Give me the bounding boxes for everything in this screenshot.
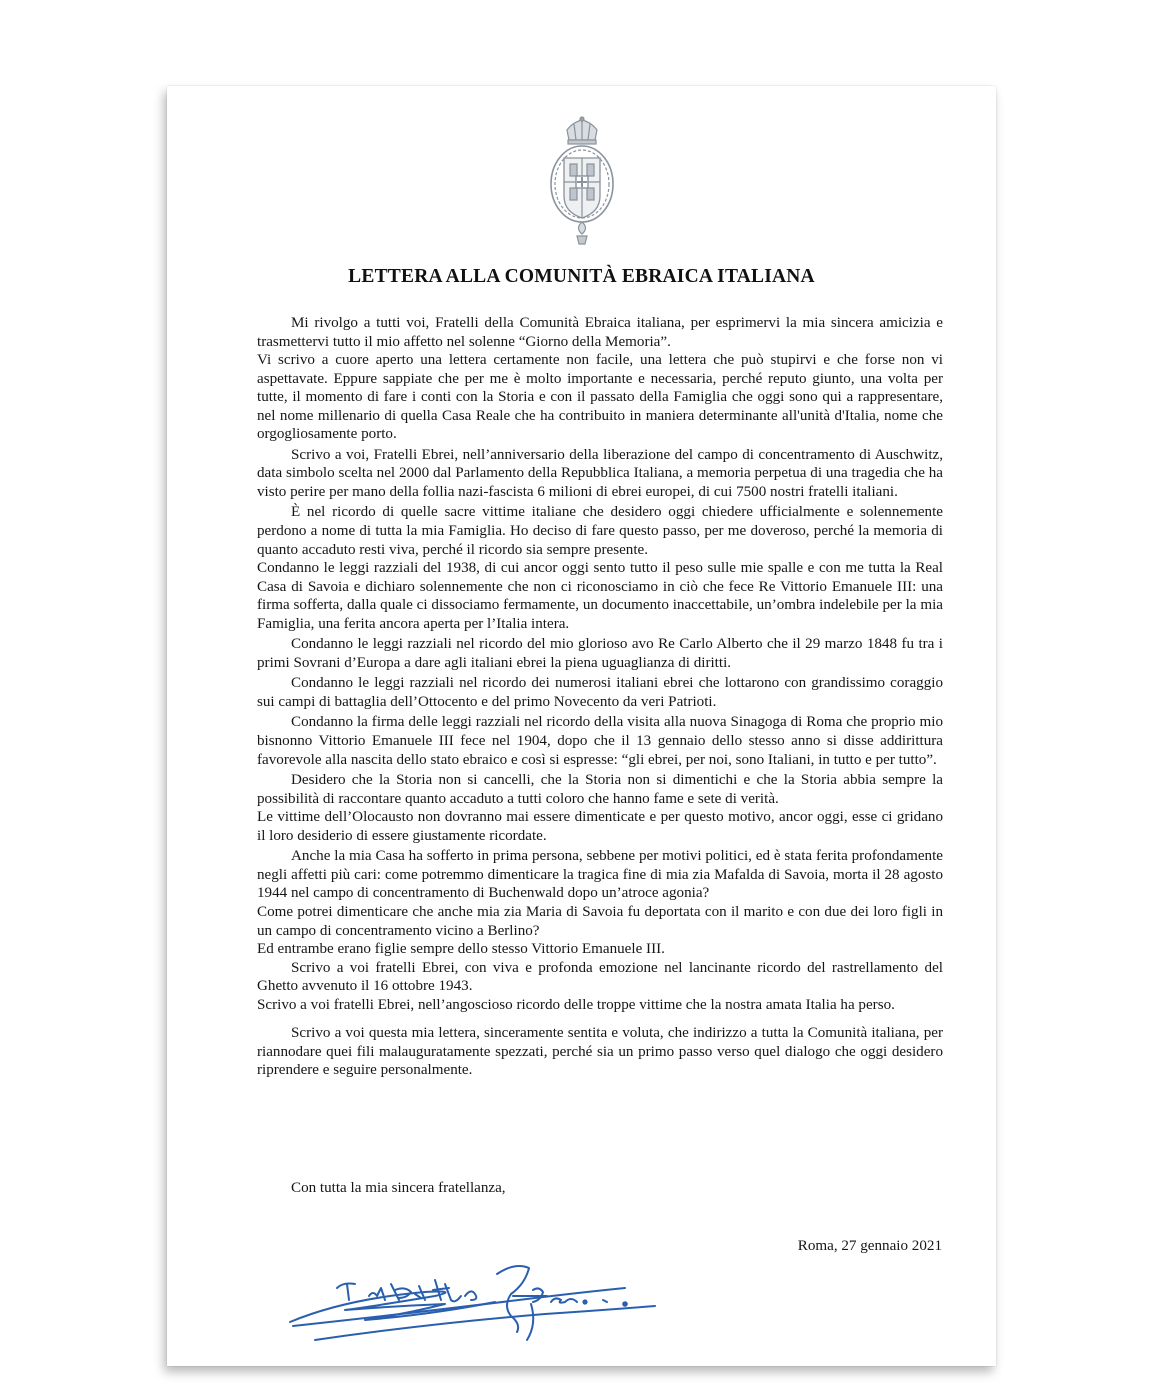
- paragraph: Condanno le leggi razziali del 1938, di cui ancor oggi sento tutto il peso sulle mie spalle e con me tutta la Real Casa di Savoia e dichiaro solennemente che non ci riconosciamo in ciò che fece Re Vittorio Emanuele III: una firma sofferta, dalla quale ci dissociamo fermamente, un documento inaccettabile, un’ombra indelebile per la mia Famiglia, una ferita ancora aperta per l’Italia intera.: [257, 560, 943, 632]
- paragraph: Scrivo a voi fratelli Ebrei, nell’angoscioso ricordo delle troppe vittime che la nostra amata Italia ha perso.: [257, 996, 895, 1013]
- paragraph: Condanno le leggi razziali nel ricordo del mio glorioso avo Re Carlo Alberto che il 29 marzo 1848 fu tra i primi Sovrani d’Europa a dare agli italiani ebrei la piena uguaglianza di diritti.: [257, 636, 943, 671]
- paragraph: Le vittime dell’Olocausto non dovranno mai essere dimenticate e per questo motivo, ancor oggi, esse ci gridano il loro desiderio di essere giustamente ricordate.: [257, 809, 943, 844]
- paragraph: Come potrei dimenticare che anche mia zia Maria di Savoia fu deportata con il marito e con due dei loro figli in un campo di concentramento vicino a Berlino?: [257, 903, 943, 939]
- letter-title: LETTERA ALLA COMUNITÀ EBRAICA ITALIANA: [348, 266, 815, 287]
- paragraph: Vi scrivo a cuore aperto una lettera certamente non facile, una lettera che può stupirvi e che forse non vi aspettavate. Eppure sappiate che per me è molto importante e necessaria, perché reputo giunto, una volta per tutte, il momento di fare i conti con la Storia e con il passato della Famiglia che oggi sono qui a rappresentare, nel nome millenario di quella Casa Reale che ha contribuito in maniera determinante all'unità d'Italia, nome che orgogliosamente porto.: [257, 352, 943, 443]
- handwritten-signature: [285, 1244, 675, 1354]
- paragraph: Desidero che la Storia non si cancelli, che la Storia non si dimentichi e che la Storia abbia sempre la possibilità di raccontare quanto accaduto a tutti coloro che hanno fame e sete di verità.: [257, 772, 943, 807]
- paragraph: Condanno le leggi razziali nel ricordo dei numerosi italiani ebrei che lottarono con grandissimo coraggio sui campi di battaglia dell’Ottocento e del primo Novecento da veri Patrioti.: [257, 675, 943, 710]
- paragraph: Condanno la firma delle leggi razziali nel ricordo della visita alla nuova Sinagoga di Roma che proprio mio bisnonno Vittorio Emanuele III fece nel 1904, dopo che il 13 gennaio dello stesso anno si disse addirittura favorevole alla nascita dello stato ebraico e così si espresse: “gli ebrei, per noi, sono Italiani, in tutto e per tutto”.: [257, 714, 943, 768]
- paragraph: È nel ricordo di quelle sacre vittime italiane che desidero oggi chiedere ufficialmente e solennemente perdono a nome di tutta la mia Famiglia. Ho deciso di fare questo passo, per me doveroso, perché la memoria di quanto accaduto resti viva, perché il ricordo sia sempre presente.: [257, 504, 943, 558]
- paragraph: Mi rivolgo a tutti voi, Fratelli della Comunità Ebraica italiana, per esprimervi la mia sincera amicizia e trasmettervi tutto il mio affetto nel solenne “Giorno della Memoria”.: [257, 315, 943, 350]
- paragraph: Scrivo a voi questa mia lettera, sinceramente sentita e voluta, che indirizzo a tutta la Comunità italiana, per riannodare quei fili malauguratamente spezzati, perché sia un primo passo verso quel dialogo che oggi desidero riprendere e seguire personalmente.: [257, 1025, 943, 1079]
- letter-body: [257, 314, 943, 1080]
- paragraph: Anche la mia Casa ha sofferto in prima persona, sebbene per motivi politici, ed è stata ferita profondamente negli affetti più cari: come potremmo dimenticare la tragica fine di mia zia Mafalda di Savoia, morta il 28 agosto 1944 nel campo di concentramento di Buchenwald dopo un’atroce agonia?: [257, 848, 943, 902]
- place-date: Roma, 27 gennaio 2021: [797, 1238, 942, 1254]
- letter-sheet: [167, 86, 996, 1366]
- closing-line: Con tutta la mia sincera fratellanza,: [291, 1180, 506, 1196]
- paragraph: Scrivo a voi fratelli Ebrei, con viva e profonda emozione nel lancinante ricordo del rastrellamento del Ghetto avvenuto il 16 ottobre 1943.: [257, 959, 943, 995]
- paragraph: Scrivo a voi, Fratelli Ebrei, nell’anniversario della liberazione del campo di concentramento di Auschwitz, data simbolo scelta nel 2000 dal Parlamento della Repubblica Italiana, a memoria perpetua di una tragedia che ha visto perire per mano della follia nazi-fascista 6 milioni di ebrei europei, di cui 7500 nostri fratelli italiani.: [257, 446, 943, 500]
- paragraph: Ed entrambe erano figlie sempre dello stesso Vittorio Emanuele III.: [257, 941, 665, 958]
- royal-crest-icon: [547, 116, 617, 246]
